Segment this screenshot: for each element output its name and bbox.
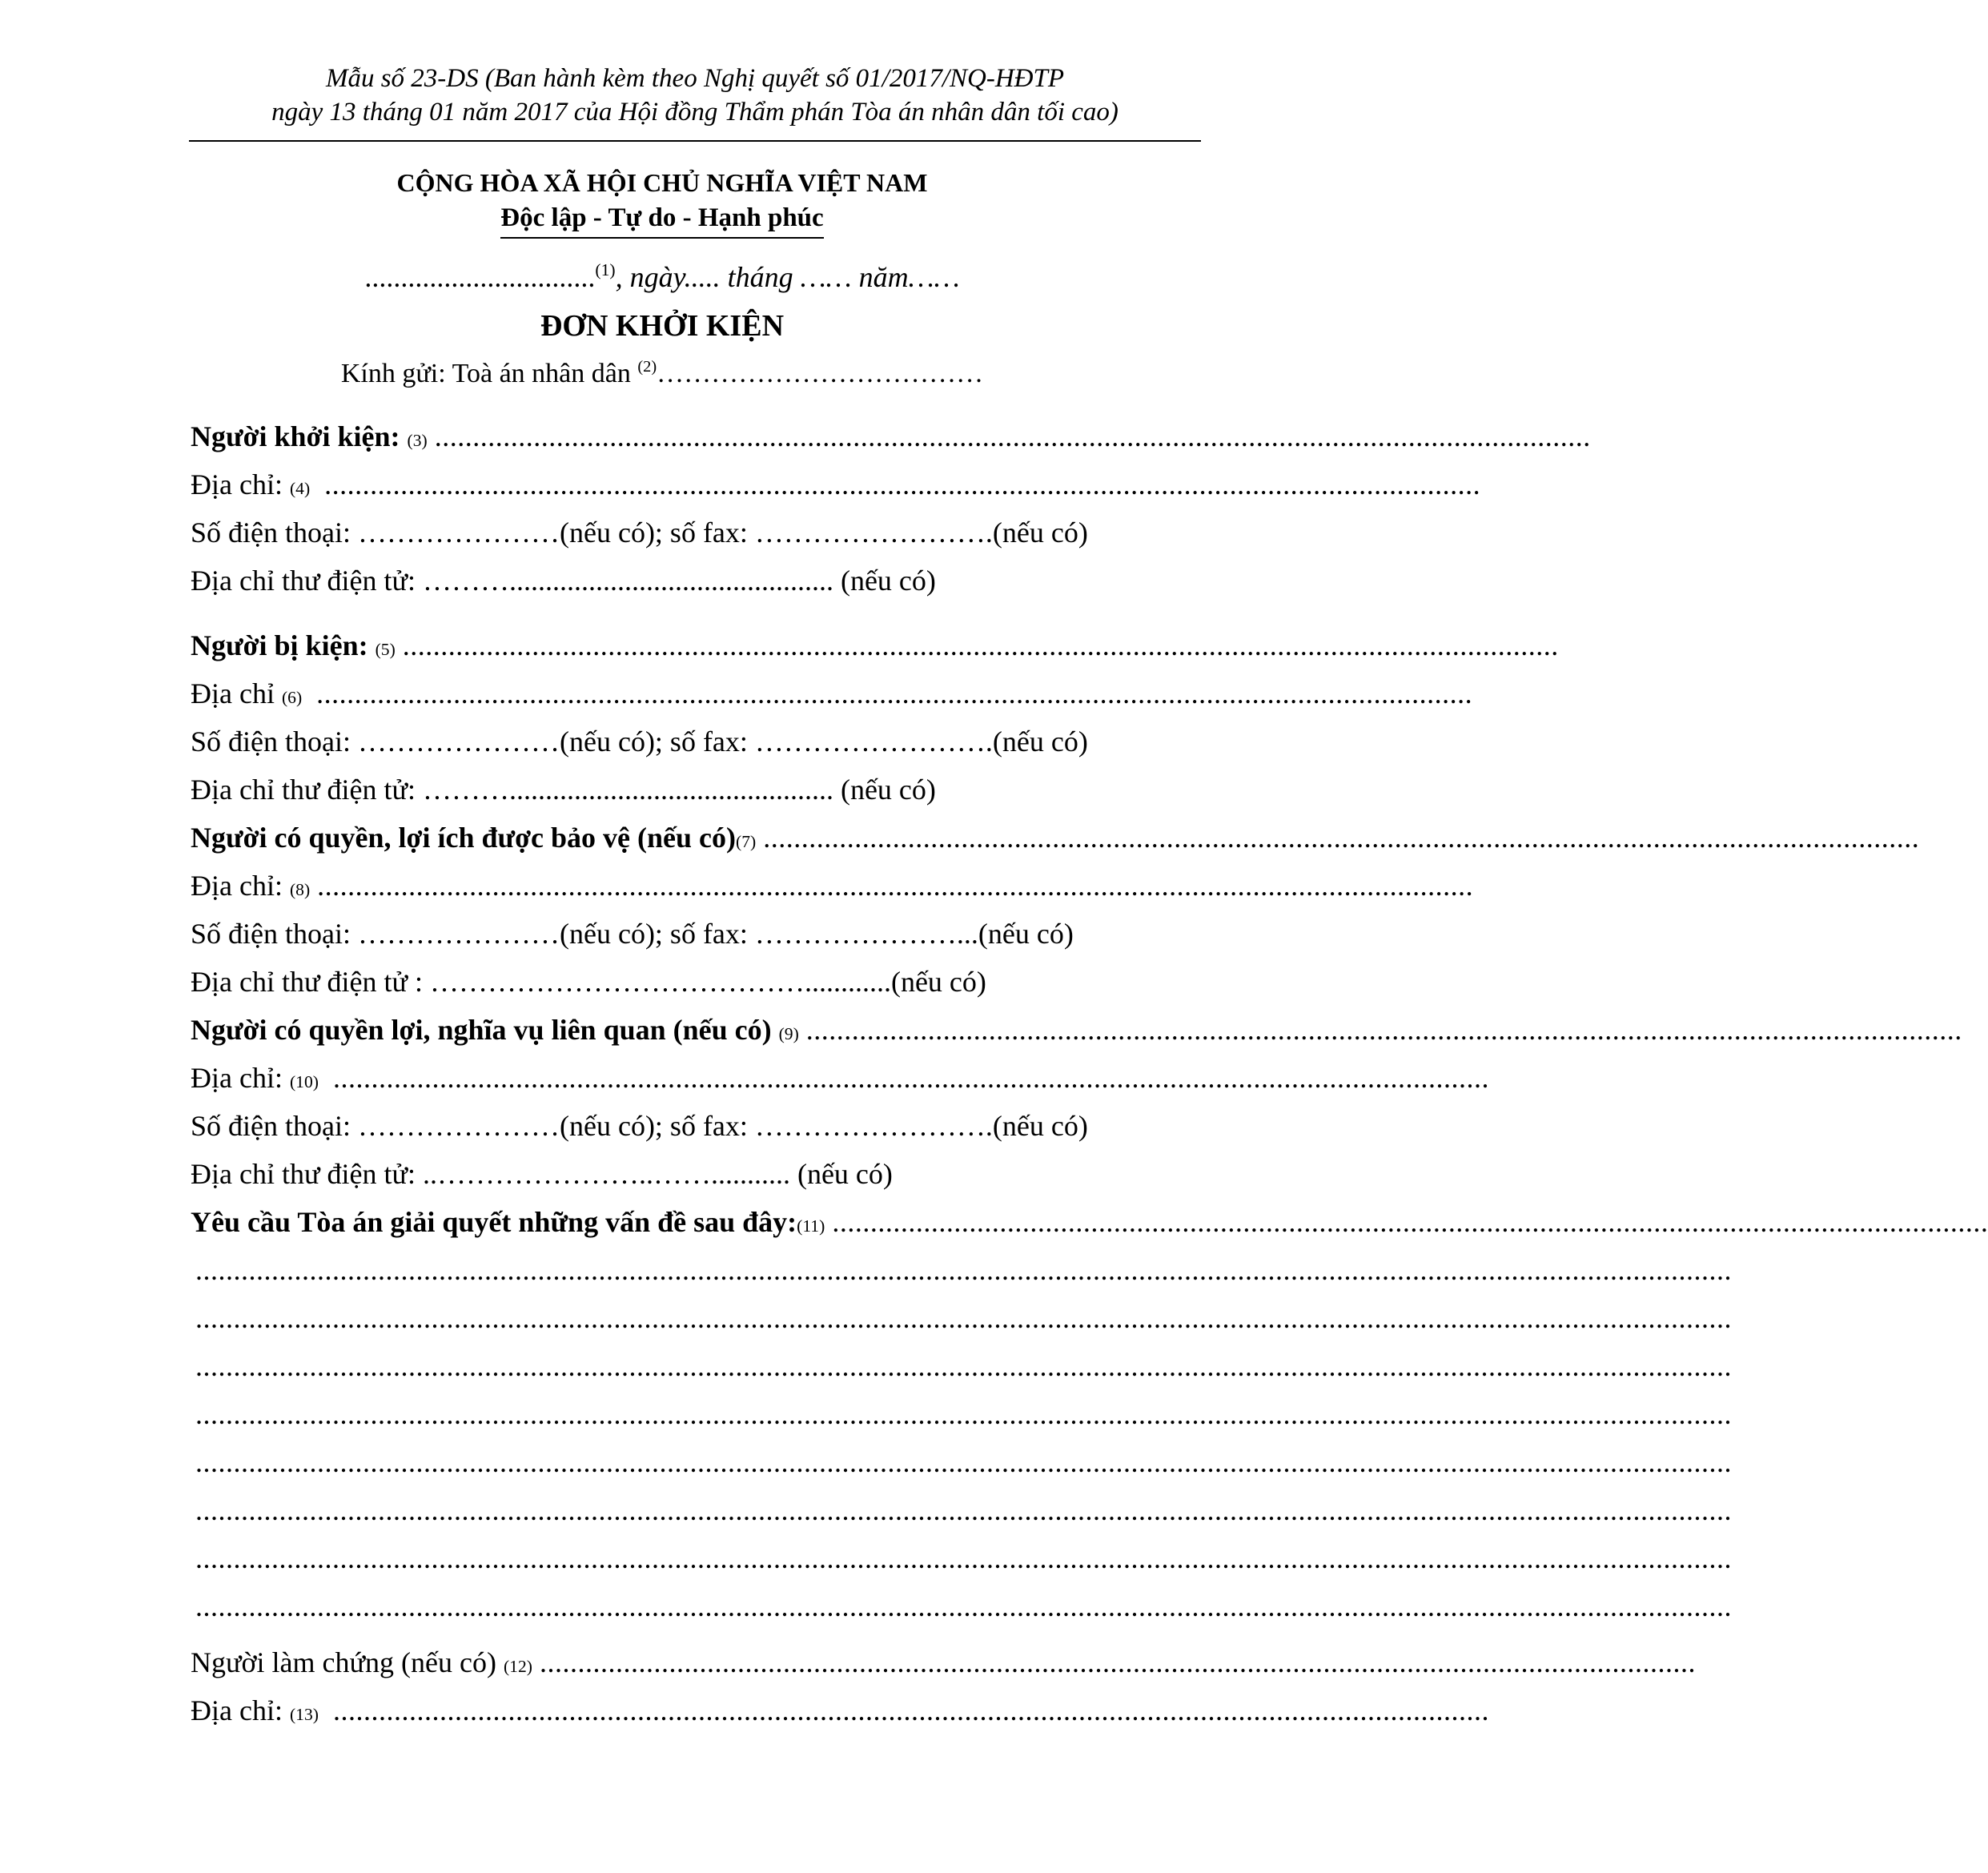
plaintiff-email-row (191, 562, 1135, 599)
protected-party-address-row: Địa chỉ: (8) ........................................................................................................................................................ (191, 867, 1135, 904)
defendant-name-row: Người bị kiện: (5) ........................................................................................................................................................ (191, 627, 1135, 664)
related-party-address-field[interactable]: ........................................................................................................................................................ (332, 1062, 1489, 1094)
defendant-phone-note: (nếu có); số fax: (560, 725, 748, 758)
related-party-fax-field[interactable]: ……………………. (754, 1110, 993, 1142)
protected-party-address-field[interactable]: ........................................................................................................................................................ (317, 870, 1474, 902)
protected-party-contact-row (191, 915, 1135, 952)
witness-address-field[interactable]: ........................................................................................................................................................ (332, 1694, 1489, 1726)
request-line[interactable]: .......................................................................................................................................................................................................... (195, 1398, 1732, 1430)
protected-party-address-label: Địa chỉ: (191, 870, 283, 902)
witness-address-row: Địa chỉ: (13) ........................................................................................................................................................ (191, 1692, 1135, 1729)
defendant-phone-label: Số điện thoại: (191, 725, 351, 758)
protected-party-fax-note: (nếu có) (978, 918, 1074, 950)
header-divider (189, 140, 1201, 142)
place-dots[interactable]: ................................ (364, 261, 596, 293)
defendant-name-field[interactable]: ........................................................................................................................................................ (402, 629, 1559, 661)
related-party-phone-note: (nếu có); số fax: (560, 1110, 748, 1142)
related-party-email-note: (nếu có) (797, 1158, 893, 1190)
protected-party-name-row: Người có quyền, lợi ích được bảo vệ (nếu có) (7) ........................................................................................................................................................ (191, 819, 1135, 856)
plaintiff-name-label: Người khởi kiện: (191, 420, 400, 452)
defendant-fax-note: (nếu có) (992, 725, 1088, 758)
defendant-phone-field[interactable]: ………………… (358, 725, 560, 758)
recipient-court-field[interactable]: ……………………………… (657, 359, 984, 388)
form-template-note-line2: ngày 13 tháng 01 năm 2017 của Hội đồng Thẩm phán Tòa án nhân dân tối cao) (271, 98, 1119, 127)
witness-name-field[interactable]: ........................................................................................................................................................ (539, 1646, 1696, 1678)
plaintiff-name-row: Người khởi kiện: (3) ........................................................................................................................................................ (191, 418, 1135, 455)
related-party-fax-note: (nếu có) (992, 1110, 1088, 1142)
defendant-email-note: (nếu có) (840, 774, 936, 806)
national-motto: Độc lập - Tự do - Hạnh phúc (500, 202, 823, 239)
protected-party-name-label: Người có quyền, lợi ích được bảo vệ (nếu có) (191, 822, 737, 854)
request-line[interactable]: .......................................................................................................................................................................................................... (195, 1302, 1732, 1334)
date-fields[interactable]: , ngày..... tháng …… năm…… (615, 261, 960, 293)
defendant-email-label: Địa chỉ thư điện tử: (191, 774, 416, 806)
related-party-name-field[interactable]: ........................................................................................................................................................ (805, 1014, 1962, 1046)
plaintiff-fax-field[interactable]: ……………………. (754, 516, 993, 549)
related-party-name-label: Người có quyền lợi, nghĩa vụ liên quan (nếu có) (191, 1014, 772, 1046)
protected-party-email-note: (nếu có) (890, 966, 986, 998)
witness-address-label: Địa chỉ: (191, 1694, 283, 1726)
plaintiff-email-field[interactable]: ………............................................. (422, 565, 833, 597)
related-party-name-row: Người có quyền lợi, nghĩa vụ liên quan (nếu có) (9) ........................................................................................................................................................ (191, 1011, 1135, 1048)
request-line[interactable]: .......................................................................................................................................................................................................... (195, 1446, 1732, 1478)
defendant-email-field[interactable]: ………............................................. (422, 774, 833, 806)
related-party-email-field[interactable]: ..…………………..……........... (422, 1158, 790, 1190)
defendant-fax-field[interactable]: ……………………. (754, 725, 993, 758)
related-party-email-row (191, 1156, 1135, 1192)
plaintiff-email-note: (nếu có) (840, 565, 936, 597)
request-heading-row: Yêu cầu Tòa án giải quyết những vấn đề sau đây: (11) ........................................................................................................................................................ (191, 1204, 1135, 1240)
witness-name-label: Người làm chứng (nếu có) (191, 1646, 496, 1678)
plaintiff-address-field[interactable]: ........................................................................................................................................................ (324, 468, 1481, 500)
defendant-address-label: Địa chỉ (191, 677, 275, 709)
plaintiff-email-label: Địa chỉ thư điện tử: (191, 565, 416, 597)
footnote-ref: (1) (595, 259, 616, 279)
plaintiff-name-field[interactable]: ........................................................................................................................................................ (434, 420, 1591, 452)
plaintiff-phone-field[interactable]: ………………… (358, 516, 560, 549)
national-title: CỘNG HÒA XÃ HỘI CHỦ NGHĨA VIỆT NAM (396, 168, 928, 197)
motto-block (0, 202, 1324, 239)
witness-name-row: Người làm chứng (nếu có) (12) ........................................................................................................................................................ (191, 1644, 1135, 1681)
protected-party-phone-label: Số điện thoại: (191, 918, 351, 950)
protected-party-email-row (191, 963, 1135, 1000)
footnote-ref: (2) (637, 357, 657, 376)
protected-party-name-field[interactable]: ........................................................................................................................................................ (763, 822, 1920, 854)
protected-party-phone-note: (nếu có); số fax: (560, 918, 748, 950)
form-title: ĐƠN KHỞI KIỆN (540, 309, 785, 343)
defendant-email-row (191, 771, 1135, 808)
request-line[interactable]: .......................................................................................................................................................................................................... (195, 1590, 1732, 1622)
plaintiff-fax-note: (nếu có) (992, 516, 1088, 549)
plaintiff-contact-row (191, 514, 1135, 551)
recipient-line (0, 359, 1324, 389)
request-line[interactable]: .......................................................................................................................................................................................................... (195, 1542, 1732, 1574)
plaintiff-address-label: Địa chỉ: (191, 468, 283, 500)
protected-party-phone-field[interactable]: ………………… (358, 918, 560, 950)
defendant-name-label: Người bị kiện: (191, 629, 368, 661)
request-first-line-field[interactable]: ........................................................................................................................................................ (832, 1206, 1988, 1238)
protected-party-email-label: Địa chỉ thư điện tử : (191, 966, 423, 998)
request-line[interactable]: .......................................................................................................................................................................................................... (195, 1350, 1732, 1382)
plaintiff-address-row: Địa chỉ: (4) ........................................................................................................................................................ (191, 466, 1135, 503)
related-party-phone-label: Số điện thoại: (191, 1110, 351, 1142)
plaintiff-phone-note: (nếu có); số fax: (560, 516, 748, 549)
request-label: Yêu cầu Tòa án giải quyết những vấn đề sau đây: (191, 1206, 797, 1238)
related-party-email-label: Địa chỉ thư điện tử: (191, 1158, 416, 1190)
related-party-contact-row (191, 1107, 1135, 1144)
related-party-phone-field[interactable]: ………………… (358, 1110, 560, 1142)
form-template-note-line1: Mẫu số 23-DS (Ban hành kèm theo Nghị quyết số 01/2017/NQ-HĐTP (325, 64, 1065, 93)
plaintiff-phone-label: Số điện thoại: (191, 516, 351, 549)
recipient-label: Kính gửi: Toà án nhân dân (340, 359, 631, 388)
defendant-contact-row (191, 723, 1135, 760)
defendant-address-field[interactable]: ........................................................................................................................................................ (316, 677, 1473, 709)
protected-party-fax-field[interactable]: …………………... (754, 918, 978, 950)
protected-party-email-field[interactable]: …………………………………............ (429, 966, 891, 998)
request-line[interactable]: .......................................................................................................................................................................................................... (195, 1254, 1732, 1286)
place-date-line (0, 260, 1324, 294)
related-party-address-row: Địa chỉ: (10) ........................................................................................................................................................ (191, 1059, 1135, 1096)
defendant-address-row: Địa chỉ (6) ........................................................................................................................................................ (191, 675, 1135, 712)
request-line[interactable]: .......................................................................................................................................................................................................... (195, 1494, 1732, 1526)
related-party-address-label: Địa chỉ: (191, 1062, 283, 1094)
